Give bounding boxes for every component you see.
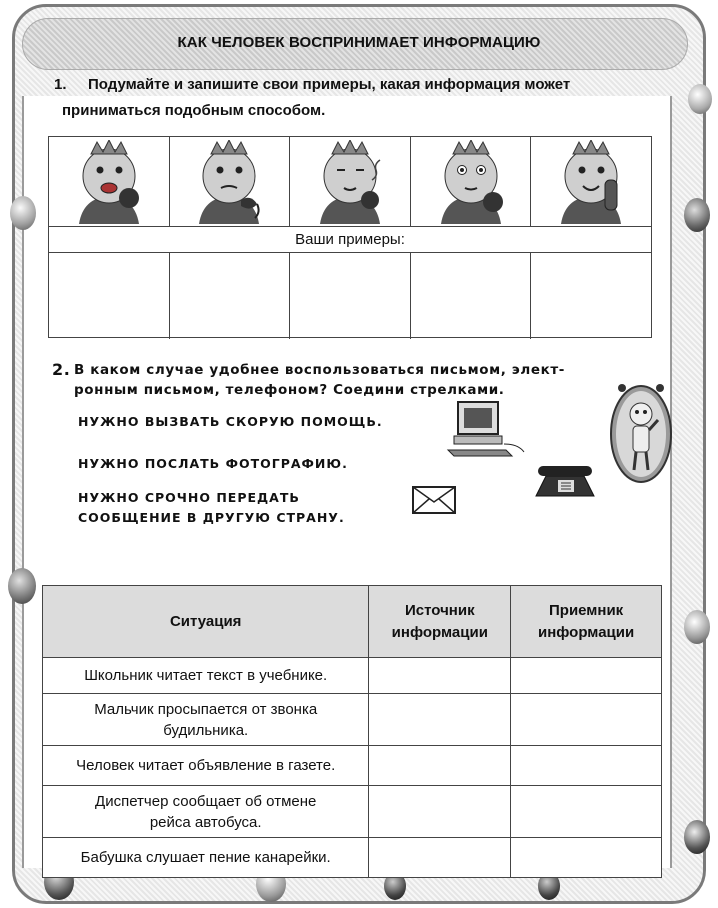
situation-cell: Мальчик просыпается от звонка будильника.: [43, 694, 369, 746]
face-cell-smell: [290, 137, 411, 226]
need-item-photo: НУЖНО ПОСЛАТЬ ФОТОГРАФИЮ.: [78, 456, 348, 471]
sight-face-icon: [423, 140, 519, 224]
example-cell[interactable]: [170, 253, 291, 339]
receiver-cell[interactable]: [511, 786, 662, 838]
example-cell[interactable]: [49, 253, 170, 339]
task-1-line-2: приниматься подобным способом.: [62, 102, 326, 119]
task-1-number: 1.: [54, 76, 67, 93]
table-row: [43, 786, 662, 838]
source-cell[interactable]: [369, 786, 511, 838]
receiver-cell[interactable]: [511, 694, 662, 746]
bead-right-4: [684, 820, 710, 854]
task-1: [54, 72, 654, 124]
table-row: [43, 838, 662, 878]
face-cell-hearing: [170, 137, 291, 226]
need-item-urgent-line-1: НУЖНО СРОЧНО ПЕРЕДАТЬ: [78, 490, 300, 505]
situation-cell: Бабушка слушает пение канарейки.: [43, 838, 369, 878]
need-item-ambulance: НУЖНО ВЫЗВАТЬ СКОРУЮ ПОМОЩЬ.: [78, 414, 383, 429]
example-cell[interactable]: [411, 253, 532, 339]
source-cell[interactable]: [369, 746, 511, 786]
senses-table: [48, 136, 652, 338]
bead-left-1: [10, 196, 36, 230]
task-2-number: 2.: [52, 360, 71, 379]
source-cell[interactable]: [369, 658, 511, 694]
situations-table: [42, 585, 662, 878]
telephone-icon: [532, 462, 598, 502]
task-1-line-1: Подумайте и запишите свои примеры, какая информация может: [88, 76, 571, 93]
examples-label: Ваши примеры:: [49, 227, 651, 253]
bead-right-1: [688, 84, 712, 114]
source-cell[interactable]: [369, 838, 511, 878]
situation-cell: Школьник читает текст в учебнике.: [43, 658, 369, 694]
character-oval-icon: [608, 380, 674, 484]
situation-cell: Диспетчер сообщает об отмене рейса автобуса.: [43, 786, 369, 838]
computer-icon: [446, 400, 530, 458]
need-item-urgent-line-2: СООБЩЕНИЕ В ДРУГУЮ СТРАНУ.: [78, 510, 345, 525]
example-cell[interactable]: [290, 253, 411, 339]
receiver-cell[interactable]: [511, 838, 662, 878]
task-2: [52, 360, 580, 400]
receiver-cell[interactable]: [511, 658, 662, 694]
bead-left-2: [8, 568, 36, 604]
example-cell[interactable]: [531, 253, 651, 339]
face-cell-sight: [411, 137, 532, 226]
header-source: Источник информации: [369, 586, 511, 658]
bead-right-2: [684, 198, 710, 232]
taste-face-icon: [61, 140, 157, 224]
bead-right-3: [684, 610, 710, 644]
source-cell[interactable]: [369, 694, 511, 746]
table-header-row: [43, 586, 662, 658]
task-2-line-2: ронным письмом, телефоном? Соедини стрелками.: [74, 382, 505, 398]
table-row: [43, 746, 662, 786]
envelope-icon: [412, 486, 456, 514]
table-row: [43, 658, 662, 694]
table-row: [43, 694, 662, 746]
touch-face-icon: [543, 140, 639, 224]
header-situation: Ситуация: [43, 586, 369, 658]
face-cell-taste: [49, 137, 170, 226]
situation-cell: Человек читает объявление в газете.: [43, 746, 369, 786]
page-title: КАК ЧЕЛОВЕК ВОСПРИНИМАЕТ ИНФОРМАЦИЮ: [177, 34, 541, 51]
examples-row: [49, 253, 651, 339]
face-cell-touch: [531, 137, 651, 226]
task-2-line-1: В каком случае удобнее воспользоваться письмом, элект-: [74, 362, 565, 378]
smell-face-icon: [302, 140, 398, 224]
receiver-cell[interactable]: [511, 746, 662, 786]
hearing-face-icon: [181, 140, 277, 224]
header-receiver: Приемник информации: [511, 586, 662, 658]
faces-row: [49, 137, 651, 227]
